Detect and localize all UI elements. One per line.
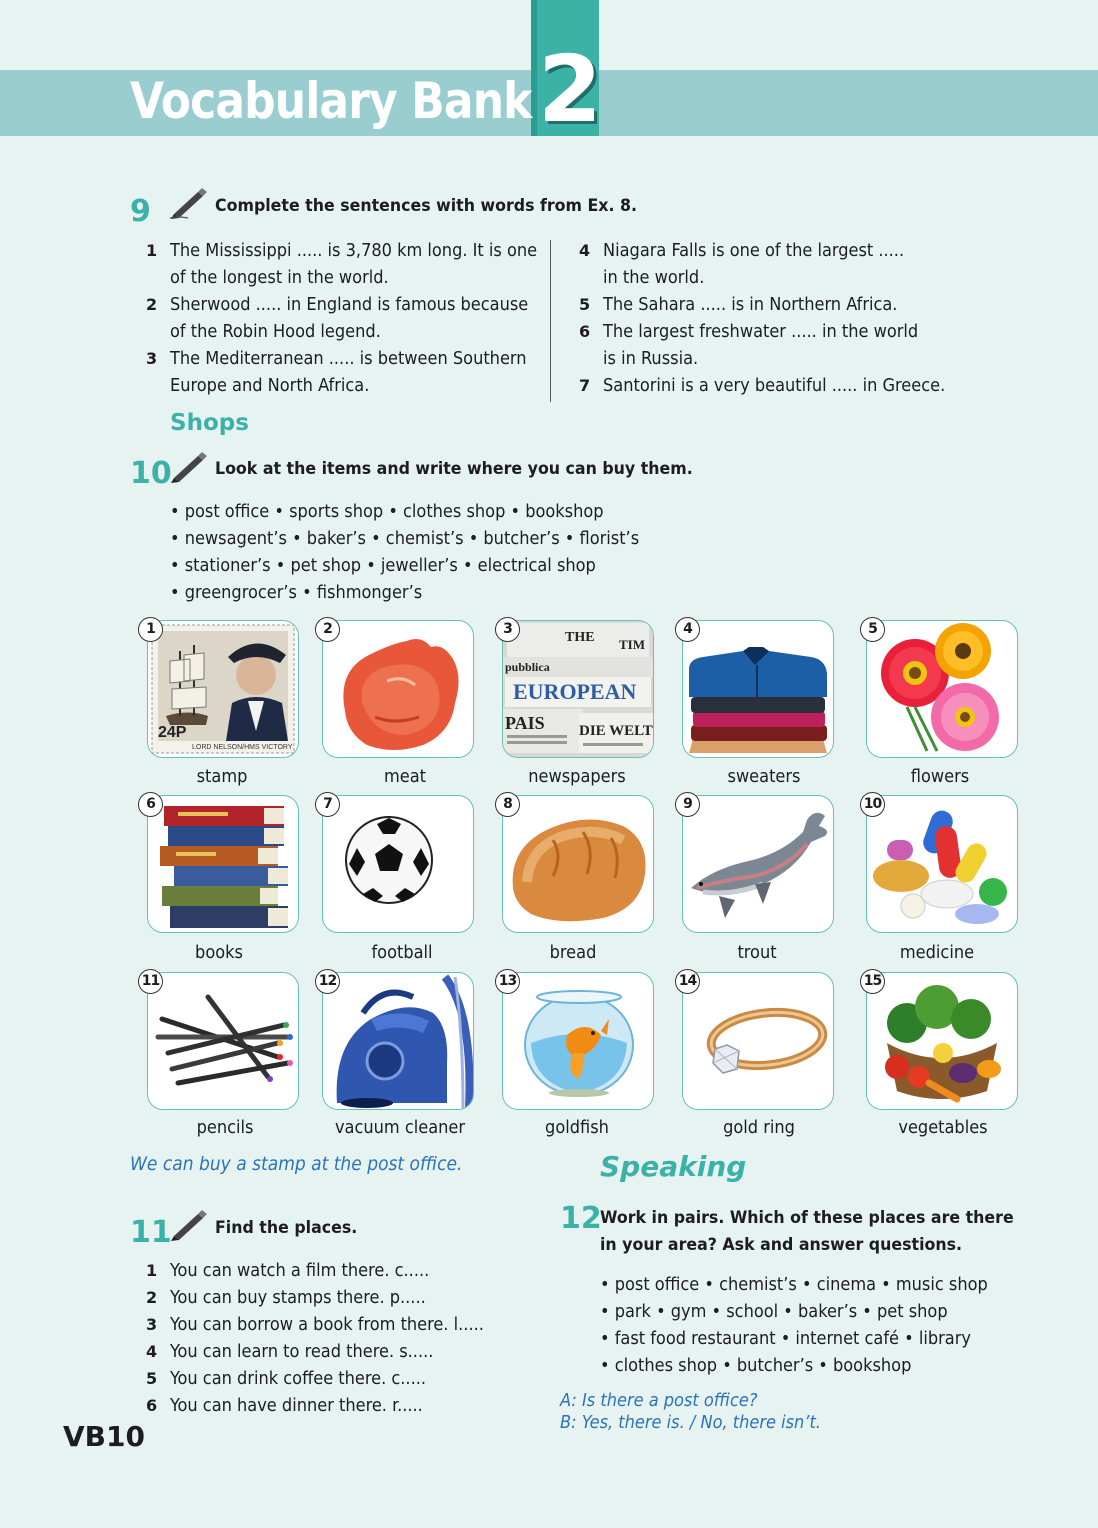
item-text: The Mediterranean ..... is between Southern (170, 348, 527, 369)
pencil-icon (168, 1208, 208, 1242)
newspapers-picture (502, 620, 654, 758)
trout-picture (682, 795, 834, 933)
dialogue-line: A: Is there a post office? (560, 1390, 758, 1411)
meat-picture (322, 620, 474, 758)
item-number: 1 (146, 1261, 158, 1280)
newspaper-name: EUROPEAN (513, 679, 637, 704)
place-word-line: • clothes shop • butcher’s • bookshop (600, 1355, 912, 1376)
item-number-badge: 8 (495, 792, 520, 817)
gold-ring-picture (682, 972, 834, 1110)
item-number-badge: 11 (138, 969, 163, 994)
newspaper-name: pubblica (505, 660, 550, 674)
item-number: 5 (579, 295, 591, 314)
item-number-badge: 10 (860, 792, 885, 817)
exercise-12-number: 12 (560, 1201, 602, 1236)
item-number-badge: 3 (495, 617, 520, 642)
item-number: 7 (579, 376, 591, 395)
item-number: 1 (146, 241, 158, 260)
item-text: Santorini is a very beautiful ..... in Greece. (603, 375, 946, 396)
item-number-badge: 15 (860, 969, 885, 994)
exercise-11-number: 11 (130, 1215, 172, 1250)
item-text: The Sahara ..... is in Northern Africa. (603, 294, 898, 315)
item-number: 4 (579, 241, 591, 260)
item-label: pencils (196, 1117, 254, 1138)
place-word-line: • fast food restaurant • internet café • library (600, 1328, 971, 1349)
item-text: You can watch a film there. c..... (170, 1260, 430, 1281)
stamp-picture (147, 620, 299, 758)
item-label: sweaters (727, 766, 801, 787)
page-title: Vocabulary Bank (130, 72, 532, 130)
bread-picture (502, 795, 654, 933)
pencil-icon (168, 186, 208, 220)
sweaters-picture (682, 620, 834, 758)
page-number: VB10 (63, 1420, 145, 1453)
item-label: trout (737, 942, 777, 963)
item-text: Niagara Falls is one of the largest ..... (603, 240, 905, 261)
stamp-caption-text: LORD NELSON/HMS VICTORY (192, 744, 293, 751)
item-text: is in Russia. (603, 348, 699, 369)
shop-word-line: • stationer’s • pet shop • jeweller’s • electrical shop (170, 555, 596, 576)
shop-word-line: • post office • sports shop • clothes shop • bookshop (170, 501, 604, 522)
pencils-picture (147, 972, 299, 1110)
item-label: stamp (196, 766, 248, 787)
item-number: 2 (146, 1288, 158, 1307)
books-picture (147, 795, 299, 933)
shop-word-line: • greengrocer’s • fishmonger’s (170, 582, 423, 603)
shop-word-line: • newsagent’s • baker’s • chemist’s • butcher’s • florist’s (170, 528, 640, 549)
item-label: newspapers (528, 766, 626, 787)
newspaper-name: DIE WELT (579, 723, 653, 739)
exercise-11-instruction: Find the places. (215, 1218, 358, 1238)
vacuum-cleaner-picture (322, 972, 474, 1110)
item-number: 6 (146, 1396, 158, 1415)
item-number: 6 (579, 322, 591, 341)
item-label: flowers (910, 766, 970, 787)
item-number: 3 (146, 1315, 158, 1334)
item-text: The largest freshwater ..... in the world (603, 321, 919, 342)
item-number-badge: 14 (675, 969, 700, 994)
item-label: football (371, 942, 433, 963)
exercise-9-instruction: Complete the sentences with words from Ex. 8. (215, 196, 638, 216)
item-number-badge: 12 (315, 969, 340, 994)
medicine-picture (866, 795, 1018, 933)
item-label: gold ring (723, 1117, 795, 1138)
item-number: 2 (146, 295, 158, 314)
speaking-heading: Speaking (600, 1150, 747, 1183)
dialogue-line: B: Yes, there is. / No, there isn’t. (560, 1412, 821, 1433)
item-label: vacuum cleaner (334, 1117, 466, 1138)
item-number: 3 (146, 349, 158, 368)
item-label: meat (383, 766, 426, 787)
item-number: 5 (146, 1369, 158, 1388)
item-text: You can have dinner there. r..... (170, 1395, 423, 1416)
item-text: You can borrow a book from there. l..... (170, 1314, 484, 1335)
exercise-10-number: 10 (130, 456, 172, 491)
newspaper-name: TIM (619, 637, 645, 652)
item-text: You can buy stamps there. p..... (170, 1287, 426, 1308)
item-text: The Mississippi ..... is 3,780 km long. It is one (170, 240, 538, 261)
item-number-badge: 7 (315, 792, 340, 817)
vegetables-picture (866, 972, 1018, 1110)
exercise-10-example: We can buy a stamp at the post office. (130, 1153, 463, 1175)
shops-heading: Shops (170, 410, 249, 436)
item-number-badge: 4 (675, 617, 700, 642)
pencil-icon (168, 450, 208, 484)
item-text: You can learn to read there. s..... (170, 1341, 434, 1362)
stamp-value-text: 24P (158, 724, 187, 741)
place-word-line: • post office • chemist’s • cinema • music shop (600, 1274, 988, 1295)
item-number-badge: 6 (138, 792, 163, 817)
item-text: in the world. (603, 267, 705, 288)
item-number-badge: 2 (315, 617, 340, 642)
newspaper-name: PAIS (505, 713, 545, 733)
item-number-badge: 13 (495, 969, 520, 994)
item-text: Sherwood ..... in England is famous because (170, 294, 529, 315)
item-number: 4 (146, 1342, 158, 1361)
item-label: books (195, 942, 243, 963)
item-label: goldfish (545, 1117, 609, 1138)
unit-tab-edge (531, 0, 537, 136)
place-word-line: • park • gym • school • baker’s • pet shop (600, 1301, 948, 1322)
item-number-badge: 1 (138, 617, 163, 642)
exercise-10-instruction: Look at the items and write where you can buy them. (215, 459, 693, 479)
column-divider (550, 240, 551, 402)
item-text: You can drink coffee there. c..... (170, 1368, 426, 1389)
item-text: Europe and North Africa. (170, 375, 370, 396)
flowers-picture (866, 620, 1018, 758)
exercise-12-instruction-line: Work in pairs. Which of these places are there (600, 1208, 1014, 1228)
football-picture (322, 795, 474, 933)
item-label: medicine (899, 942, 975, 963)
item-label: vegetables (898, 1117, 988, 1138)
unit-number: 2 (538, 36, 603, 143)
goldfish-picture (502, 972, 654, 1110)
item-number-badge: 5 (860, 617, 885, 642)
item-number-badge: 9 (675, 792, 700, 817)
newspaper-name: THE (565, 630, 595, 645)
item-text: of the longest in the world. (170, 267, 389, 288)
exercise-12-instruction-line: in your area? Ask and answer questions. (600, 1235, 963, 1255)
exercise-9-number: 9 (130, 194, 151, 229)
item-label: bread (549, 942, 597, 963)
item-text: of the Robin Hood legend. (170, 321, 381, 342)
